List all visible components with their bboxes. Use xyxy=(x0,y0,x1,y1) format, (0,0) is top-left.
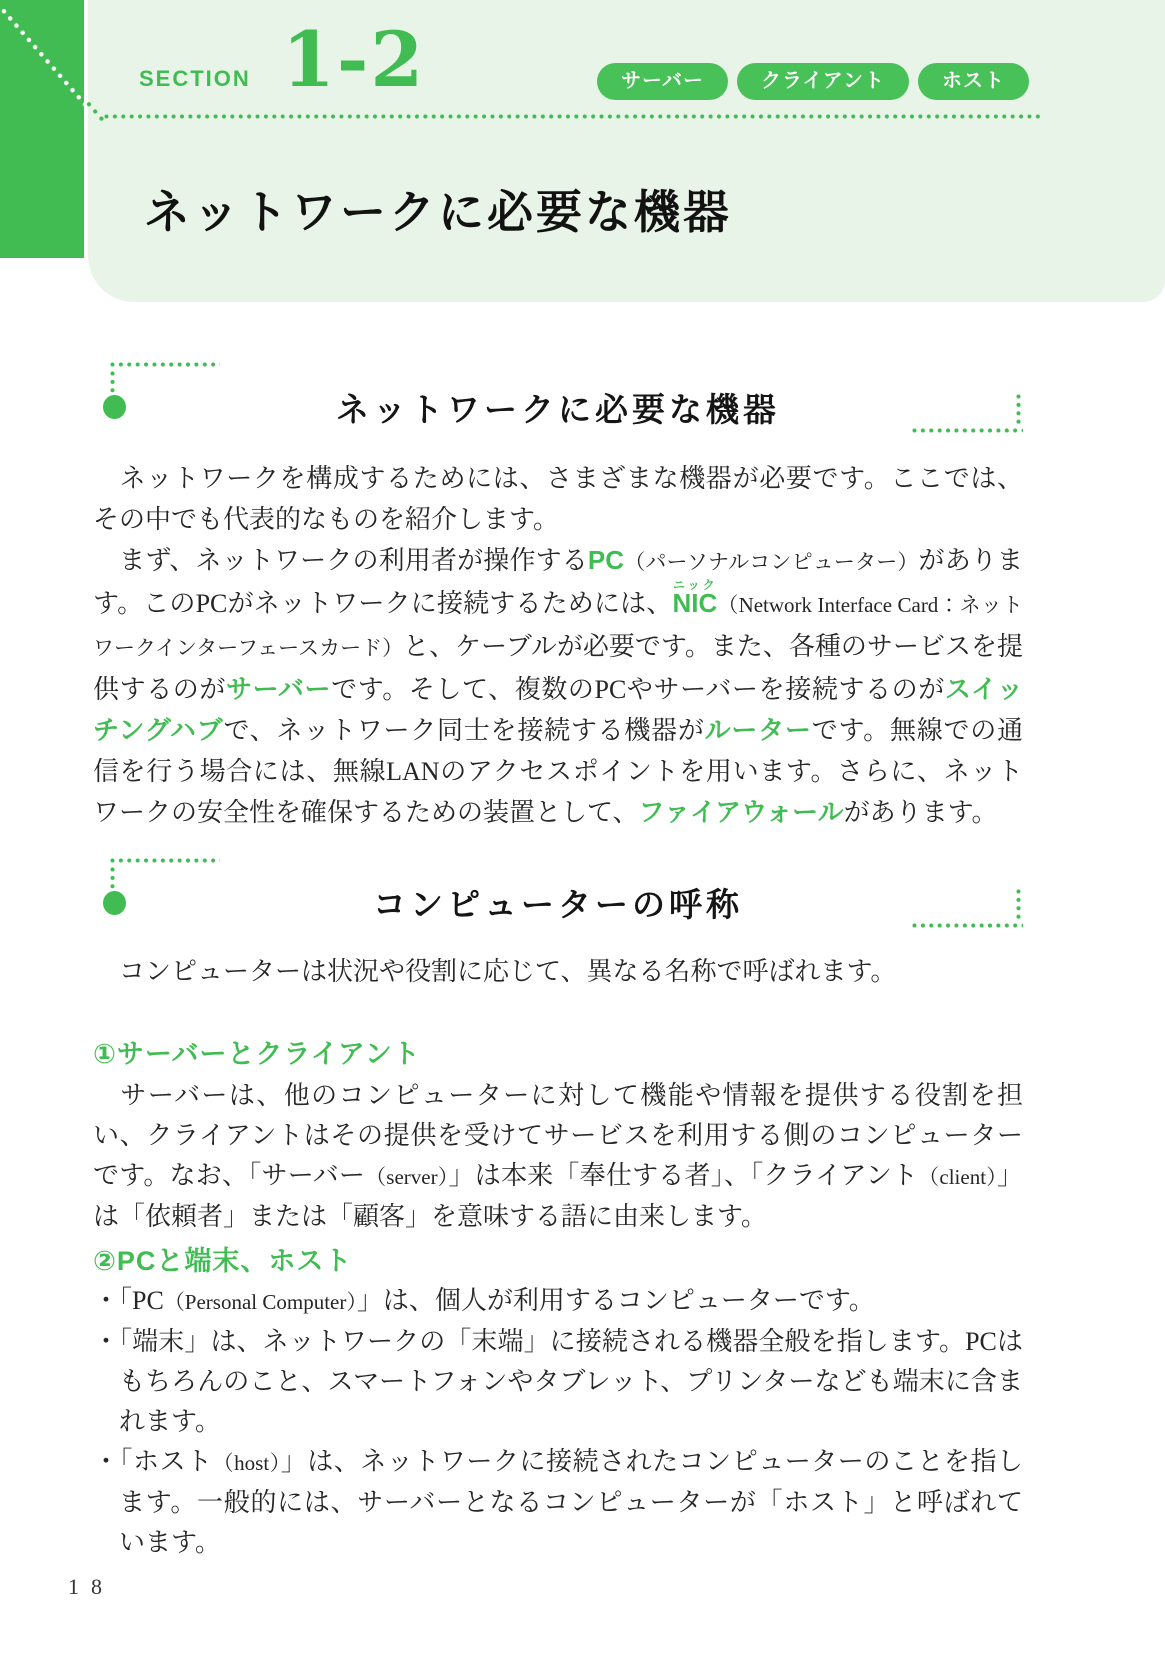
section1-body xyxy=(93,458,1023,833)
paragraph: サーバーは、他のコンピューターに対して機能や情報を提供する役割を担い、クライアントはその提供を受けてサービスを利用する側のコンピューターです。なお、「サーバー（server）」は本来「奉仕する者」、「クライアント（client）」は「依頼者」または「顧客」を意味する語に由来します。 xyxy=(93,1081,1023,1231)
paragraph: コンピューターは状況や役割に応じて、異なる名称で呼ばれます。 xyxy=(93,957,897,986)
section1-heading: ネットワークに必要な機器 xyxy=(336,390,780,428)
heading2-deco-top-line xyxy=(110,858,220,863)
paragraph: まず、ネットワークの利用者が操作するPC（パーソナルコンピューター）があります。このPCがネットワークに接続するためには、NICニック（Network Interface Card：ネットワークインターフェースカード）と、ケーブルが必要です。また、各種のサービスを提供するのがサーバーです。そして、複数のPCやサーバーを接続するのがスイッチングハブで、ネットワーク同士を接続する機器がルーターです。無線での通信を行う場合には、無線LANのアクセスポイントを用います。さらに、ネットワークの安全性を確保するための装置として、ファイアウォールがあります。 xyxy=(93,545,1024,827)
page-number: 18 xyxy=(68,1574,114,1599)
keyword-tag-row xyxy=(597,63,1029,100)
section2-body xyxy=(93,952,1023,1563)
diagonal-dots-white xyxy=(0,7,84,124)
header-dotted-rule xyxy=(104,114,1040,119)
section2-heading: コンピューターの呼称 xyxy=(373,885,743,923)
tag-client: クライアント xyxy=(737,63,909,100)
section-label: SECTION xyxy=(139,66,251,91)
bullet-item-host: ・「ホスト（host）」は、ネットワークに接続されたコンピューターのことを指します。一般的には、サーバーとなるコンピューターが「ホスト」と呼ばれています。 xyxy=(93,1447,1023,1557)
subhead-2: ②PCと端末、ホスト xyxy=(93,1246,353,1276)
section-number: 1-2 xyxy=(282,15,426,104)
subhead-1: ①サーバーとクライアント xyxy=(93,1039,421,1069)
page-title: ネットワークに必要な機器 xyxy=(144,186,732,238)
section-header-panel xyxy=(88,0,1165,302)
corner-accent-bar xyxy=(0,0,84,258)
bullet-item-terminal: ・「端末」は、ネットワークの「末端」に接続される機器全般を指します。PCはもちろんのこと、スマートフォンやタブレット、プリンターなども端末に含まれます。 xyxy=(93,1327,1023,1436)
bullet-item-pc: ・「PC（Personal Computer）」は、個人が利用するコンピューターです。 xyxy=(93,1286,875,1315)
tag-host: ホスト xyxy=(918,63,1029,100)
tag-server: サーバー xyxy=(597,63,728,100)
heading1-deco-top-line xyxy=(110,362,220,367)
paragraph: ネットワークを構成するためには、さまざまな機器が必要です。ここでは、その中でも代表的なものを紹介します。 xyxy=(93,464,1023,534)
